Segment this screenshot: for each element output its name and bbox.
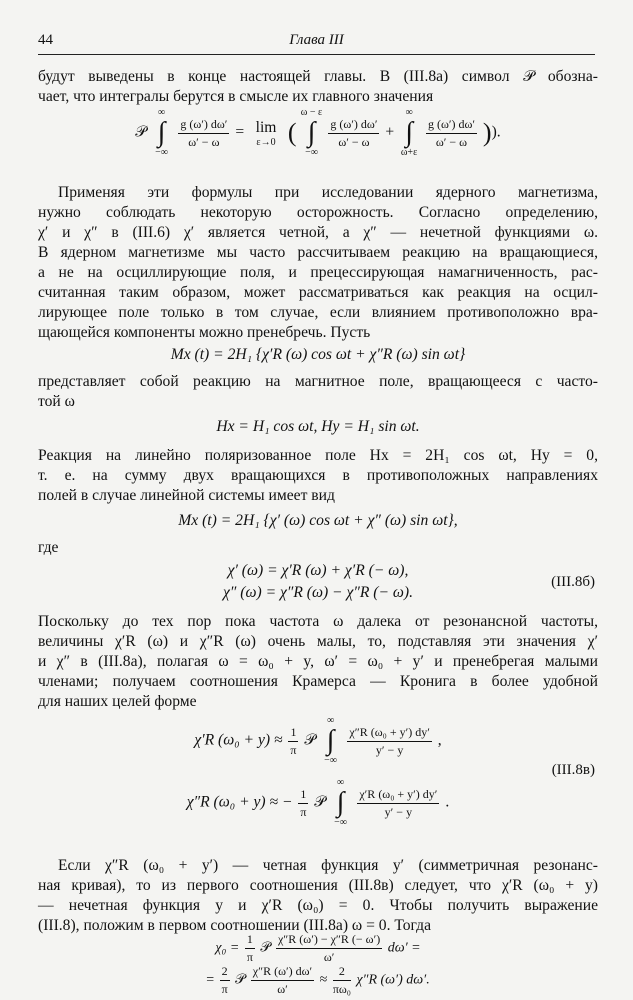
equation-rotating-field: Hx = H₁ cos ωt, Hy = H₁ sin ωt.	[216, 418, 420, 435]
denominator: y′ − y	[375, 742, 404, 757]
integral-upper-limit: ∞	[157, 107, 166, 118]
denominator: πω₀	[332, 982, 351, 996]
approx-sign: ≈	[319, 972, 328, 988]
limit-symbol: lim	[255, 119, 277, 136]
text-line: — нечетная функция y и χ′R (ω₀) = 0. Чтобы получить выражение	[38, 897, 598, 914]
equation-number: (III.8б)	[551, 574, 595, 590]
lhs: χ′R (ω₀ + y) ≈	[194, 731, 283, 749]
denominator: ω′	[323, 950, 335, 964]
fraction	[426, 117, 477, 150]
denominator: ω′ − ω	[338, 134, 370, 149]
integral-lower-limit: −∞	[334, 817, 347, 828]
text-line: считанная таким образом, может рассматриваться как реакция на осцил-	[38, 284, 598, 301]
integral: ω − ε ∫ −∞	[300, 107, 323, 158]
numerator: χ′R (ω₀ + y′) dy′	[357, 787, 439, 804]
equation-principal-value: 𝒫 ∞ ∫ −∞ $\frac{g (\omega') d\omega'}{\omega' - \omega}$ = lim ε→0 ( ω − ε ∫ −∞ $\frac{g (\omega') d\omega'}{\omega' - \omega}$ + ∞ ∫ ω+ε $\frac{g (\omega') d\omega'}{\omega' - \omega}$ )).	[135, 107, 501, 158]
principal-value-symbol: 𝒫	[314, 793, 326, 811]
denominator: ω′ − ω	[435, 134, 468, 149]
equation-number: (III.8в)	[551, 762, 595, 778]
text-line: лирующее поле только в том случае, если влиянием противоположно вра-	[38, 304, 598, 321]
numerator: χ″R (ω′) dω′	[251, 964, 314, 981]
numerator: g (ω′) dω′	[426, 117, 477, 134]
denominator: y′ − y	[384, 804, 413, 819]
fraction	[298, 787, 308, 820]
integral-upper-limit: ∞	[336, 777, 345, 788]
text-line: Применяя эти формулы при исследовании ядерного магнетизма,	[58, 184, 598, 201]
integral-lower-limit: −∞	[155, 147, 168, 158]
text-line: нужно соблюдать некоторую осторожность. Согласно определению,	[38, 204, 598, 221]
equation-kramers-kronig-2	[38, 778, 598, 830]
text-line: Если χ″R (ω₀ + y′) — четная функция y′ (симметричная резонанс-	[58, 857, 598, 874]
text-line: Реакция на линейно поляризованное поле Hx = 2H₁ cos ωt, Hy = 0,	[38, 447, 598, 464]
denominator: π	[221, 982, 228, 996]
lhs: χ₀ =	[215, 940, 240, 956]
text-line: и χ″ в (III.8а), полагая ω = ω₀ + y, ω′ = ω₀ + y′ и пренебрегая малыми	[38, 653, 598, 670]
fraction	[220, 964, 230, 997]
lhs: χ″R (ω₀ + y) ≈ −	[186, 793, 293, 811]
equation-chi-double-prime: χ″ (ω) = χ″R (ω) − χ″R (− ω).	[223, 584, 413, 601]
text-line: щающейся компоненты можно пренебречь. Пусть	[38, 324, 371, 341]
numerator: 2	[220, 964, 230, 981]
fraction	[245, 932, 255, 965]
page-number: 44	[38, 32, 53, 48]
numerator: χ″R (ω′) − χ″R (− ω′)	[276, 932, 382, 949]
denominator: ω′	[277, 982, 288, 996]
text-line: Поскольку до тех пор пока частота ω далека от резонансной частоты,	[38, 613, 598, 630]
fraction	[333, 964, 351, 997]
numerator: 2	[333, 964, 351, 981]
principal-value-symbol: 𝒫	[135, 123, 147, 141]
equation-chi-prime: χ′ (ω) = χ′R (ω) + χ′R (− ω),	[227, 562, 409, 579]
text-line: ная кривая), то из первого соотношения (III.8в) следует, что χ′R (ω₀ + y)	[38, 877, 598, 894]
text-line: т. е. на сумму двух вращающихся в противоположных направлениях	[38, 467, 598, 484]
integral: ∞ ∫ −∞	[150, 108, 172, 158]
denominator: π	[300, 804, 307, 819]
text-line: для наших целей форме	[38, 693, 197, 710]
numerator: χ″R (ω₀ + y′) dy′	[347, 725, 431, 742]
numerator: g (ω′) dω′	[178, 117, 229, 134]
limit-subscript: ε→0	[256, 137, 276, 148]
equation-kramers-kronig-1	[38, 716, 598, 768]
numerator: 1	[298, 787, 308, 804]
limit	[248, 118, 284, 148]
integral-lower-limit: ω+ε	[400, 147, 418, 158]
equation-end: ).	[491, 123, 501, 141]
equation-static-susceptibility-result	[38, 964, 598, 994]
text-line: полей в случае линейной системы имеет вид	[38, 487, 335, 504]
text-line: будут выведены в конце настоящей главы. В (III.8а) символ 𝒫 обозна-	[38, 68, 598, 85]
text-line: чает, что интегралы берутся в смысле их главного значения	[38, 88, 434, 105]
plus-sign: +	[385, 123, 395, 141]
equation-static-susceptibility	[38, 932, 598, 962]
integral-upper-limit: ∞	[326, 715, 335, 726]
numerator: g (ω′) dω′	[328, 117, 379, 134]
text-line: χ′ и χ″ в (III.6) χ′ является четной, а χ″ — нечетной функциями ω.	[38, 224, 598, 241]
text-line: В ядерном магнетизме мы часто рассчитываем реакцию на вращающиеся,	[38, 244, 598, 261]
page-header	[38, 30, 595, 55]
denominator: π	[246, 950, 253, 964]
fraction	[357, 787, 439, 820]
principal-value-symbol: 𝒫	[235, 972, 246, 988]
equals-sign: =	[206, 972, 215, 988]
text-line: величины χ′R (ω) и χ″R (ω) очень малы, то, подставляя эти значения χ′	[38, 633, 598, 650]
fraction	[251, 964, 314, 997]
text-line: членами; получаем соотношения Крамерса — Кронига в более удобной	[38, 673, 598, 690]
text-line: а не на осциллирующие поля, и прецессирующая намагниченность, рас-	[38, 264, 598, 281]
equation-magnetization-rotating: Mx (t) = 2H₁ {χ′R (ω) cos ωt + χ″R (ω) sin ωt}	[170, 346, 466, 363]
fraction	[347, 725, 431, 758]
text-line: той ω	[38, 393, 75, 410]
integral-tail: dω′ =	[387, 940, 421, 956]
equals-sign: =	[235, 123, 245, 141]
integral-lower-limit: −∞	[305, 147, 318, 158]
chapter-title: Глава III	[289, 32, 344, 48]
numerator: 1	[288, 725, 298, 742]
text-line: (III.8), положим в первом соотношении (III.8а) ω = 0. Тогда	[38, 917, 431, 934]
integral: ∞ ∫ −∞	[329, 778, 351, 828]
integral-upper-limit: ∞	[405, 107, 413, 118]
equation-end: .	[445, 793, 450, 811]
denominator: ω′ − ω	[188, 134, 220, 149]
equation-end: ,	[437, 731, 442, 749]
integral: ∞ ∫ −∞	[320, 716, 342, 766]
text-line: где	[38, 539, 59, 556]
principal-value-symbol: 𝒫	[304, 731, 316, 749]
equation-magnetization-linear: Mx (t) = 2H₁ {χ′ (ω) cos ωt + χ″ (ω) sin ωt},	[178, 512, 458, 529]
integral-lower-limit: −∞	[324, 755, 337, 766]
integral: ∞ ∫ ω+ε	[398, 108, 420, 158]
numerator: 1	[245, 932, 255, 949]
fraction	[288, 725, 298, 758]
text-line: представляет собой реакцию на магнитное поле, вращающееся с часто-	[38, 373, 598, 390]
fraction	[178, 117, 229, 150]
integral-tail: χ″R (ω′) dω′.	[356, 972, 430, 988]
integral-upper-limit: ω − ε	[300, 107, 323, 118]
fraction	[276, 932, 382, 965]
principal-value-symbol: 𝒫	[260, 940, 271, 956]
denominator: π	[290, 742, 297, 757]
fraction	[328, 117, 379, 150]
